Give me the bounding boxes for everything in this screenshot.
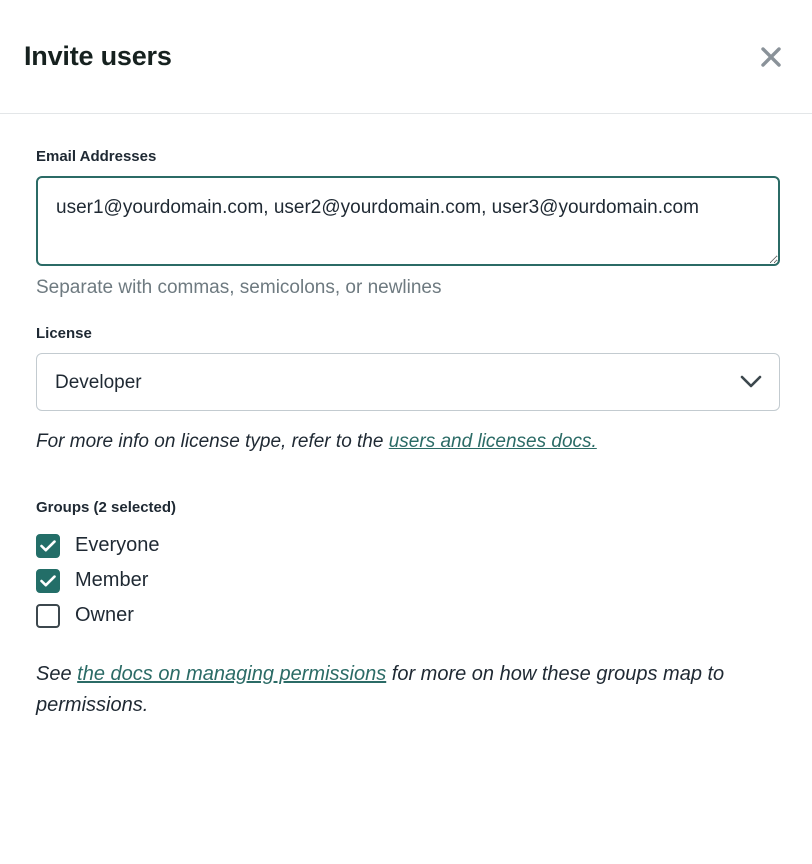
email-helper-text: Separate with commas, semicolons, or newlines <box>36 277 442 298</box>
groups-label: Groups (2 selected) <box>36 499 177 516</box>
permissions-note-prefix: See <box>36 663 78 685</box>
permissions-note-suffix: for more on how these groups map to permissions. <box>36 663 725 716</box>
users-and-licenses-link[interactable]: users and licenses docs. <box>388 431 597 452</box>
license-label: License <box>36 325 92 342</box>
group-row[interactable] <box>36 528 776 563</box>
checkbox-everyone[interactable] <box>36 534 60 558</box>
group-row[interactable] <box>36 598 776 633</box>
permissions-note <box>36 659 776 721</box>
email-addresses-label: Email Addresses <box>36 148 157 165</box>
license-select[interactable] <box>36 353 780 411</box>
email-addresses-input[interactable] <box>36 176 780 266</box>
group-row[interactable] <box>36 563 776 598</box>
checkbox-member[interactable] <box>36 569 60 593</box>
close-icon[interactable] <box>754 40 788 74</box>
page-title: Invite users <box>24 41 172 71</box>
checkbox-owner[interactable] <box>36 604 60 628</box>
managing-permissions-link[interactable]: the docs on managing permissions <box>77 663 387 685</box>
groups-list <box>36 528 776 633</box>
license-note <box>36 429 776 455</box>
dialog-body <box>0 114 812 864</box>
license-select-wrap <box>36 353 780 411</box>
group-label: Everyone <box>75 534 160 556</box>
dialog-header <box>0 0 812 114</box>
group-label: Owner <box>75 604 134 626</box>
group-label: Member <box>75 569 149 591</box>
license-note-text: For more info on license type, refer to the <box>36 431 389 452</box>
